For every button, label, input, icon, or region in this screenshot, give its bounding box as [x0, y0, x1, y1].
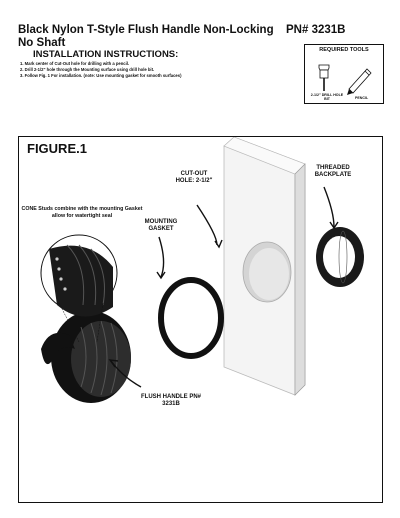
- mounting-gasket: [161, 280, 221, 356]
- flush-handle: [41, 311, 131, 403]
- mounting-panel: [224, 137, 305, 395]
- drill-bit-icon: [319, 65, 329, 91]
- instruction-step-3: 3. Follow Fig. 1 For installation. (note: Use mounting gasket for smooth surfaces): [20, 73, 182, 78]
- required-tools-title: REQUIRED TOOLS: [319, 47, 369, 53]
- required-tools-box: [304, 44, 384, 104]
- cutout-hole-label: CUT-OUT HOLE: 2-1/2": [175, 171, 213, 184]
- part-number: PN# 3231B: [286, 24, 346, 36]
- page-title-line2: No Shaft: [18, 37, 66, 49]
- threaded-backplate: [316, 227, 364, 287]
- pencil-icon: [347, 69, 371, 95]
- instruction-step-2: 2. Drill 2-1/2" hole through the Mounting surface using drill hole bit.: [20, 67, 155, 72]
- figure-title: FIGURE.1: [27, 141, 87, 156]
- drill-bit-label: 2-1/2" DRILL HOLE BIT: [310, 93, 344, 101]
- instruction-steps: [20, 61, 280, 79]
- cone-studs-label: CONE Studs combine with the mounting Gasket allow for watertight seal: [21, 206, 143, 219]
- page-title: Black Nylon T-Style Flush Handle Non-Locking: [18, 24, 274, 36]
- pencil-label: PENCIL: [355, 96, 369, 100]
- instruction-step-1: 1. Mark center of Cut-Out hole for drilling with a pencil.: [20, 61, 130, 66]
- exploded-assembly-diagram: [19, 137, 382, 502]
- figure-1: [18, 136, 383, 503]
- threaded-backplate-label: THREADED BACKPLATE: [314, 165, 352, 178]
- instructions-title: INSTALLATION INSTRUCTIONS:: [33, 49, 179, 60]
- flush-handle-label: FLUSH HANDLE PN# 3231B: [141, 394, 202, 407]
- mounting-gasket-label: MOUNTING GASKET: [144, 219, 178, 232]
